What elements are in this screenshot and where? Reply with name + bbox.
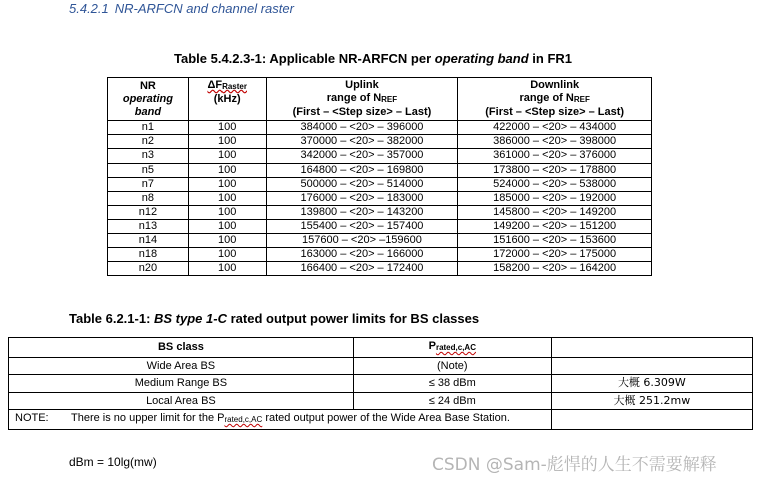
header-bs-class: BS class (9, 338, 354, 358)
cell-raster: 100 (188, 248, 266, 262)
cell-limit: ≤ 24 dBm (353, 392, 551, 410)
cell-uplink: 166400 – <20> – 172400 (266, 262, 458, 276)
header-uplink (266, 78, 458, 121)
bs-power-table (8, 337, 753, 430)
table2-caption-pre: Table 6.2.1-1: (69, 311, 155, 326)
section-heading (69, 1, 294, 16)
table-row (108, 121, 652, 135)
cell-uplink: 384000 – <20> – 396000 (266, 121, 458, 135)
note-label: NOTE: (15, 412, 49, 424)
cell-raster: 100 (188, 262, 266, 276)
cell-uplink: 500000 – <20> – 514000 (266, 177, 458, 191)
header-extra (551, 338, 752, 358)
header-operating: operating (122, 92, 173, 105)
cell-raster: 100 (188, 163, 266, 177)
cell-band: n20 (108, 262, 189, 276)
cell-uplink: 139800 – <20> – 143200 (266, 205, 458, 219)
cell-band: n7 (108, 177, 189, 191)
cell-band: n5 (108, 163, 189, 177)
table-row (108, 149, 652, 163)
cell-raster: 100 (188, 205, 266, 219)
table-row (9, 392, 753, 410)
cell-uplink: 176000 – <20> – 183000 (266, 191, 458, 205)
table-row (108, 234, 652, 248)
cell-annotation: 大概 251.2mw (551, 392, 752, 410)
header-downlink-ref-sub: REF (573, 95, 590, 105)
cell-uplink: 155400 – <20> – 157400 (266, 219, 458, 233)
cell-downlink: 185000 – <20> – 192000 (458, 191, 652, 205)
cell-band: n2 (108, 135, 189, 149)
cell-band: n1 (108, 121, 189, 135)
header-band: band (134, 105, 162, 118)
cell-bs-class: Medium Range BS (9, 375, 354, 393)
cell-downlink: 173800 – <20> – 178800 (458, 163, 652, 177)
cell-uplink: 370000 – <20> – 382000 (266, 135, 458, 149)
table2-caption (69, 311, 479, 326)
note-empty-cell (551, 410, 752, 430)
table-row (9, 357, 753, 375)
cell-raster: 100 (188, 177, 266, 191)
table1-caption-post: in FR1 (528, 51, 573, 66)
cell-downlink: 158200 – <20> – 164200 (458, 262, 652, 276)
cell-band: n14 (108, 234, 189, 248)
cell-raster: 100 (188, 191, 266, 205)
table-row (108, 191, 652, 205)
cell-uplink: 163000 – <20> – 166000 (266, 248, 458, 262)
table2-caption-italic: BS type 1-C (154, 311, 227, 326)
cell-downlink: 172000 – <20> – 175000 (458, 248, 652, 262)
cell-bs-class: Wide Area BS (9, 357, 354, 375)
cell-downlink: 422000 – <20> – 434000 (458, 121, 652, 135)
header-p: P (428, 340, 436, 352)
table-row (108, 262, 652, 276)
cell-limit: ≤ 38 dBm (353, 375, 551, 393)
cell-downlink: 145800 – <20> – 149200 (458, 205, 652, 219)
cell-band: n8 (108, 191, 189, 205)
table1-caption-pre: Table 5.4.2.3-1: Applicable NR-ARFCN per (174, 51, 435, 66)
header-delta-f: ΔF (207, 79, 223, 91)
header-uplink-label: Uplink (345, 79, 379, 91)
nr-arfcn-table (107, 77, 652, 276)
cell-band: n12 (108, 205, 189, 219)
cell-uplink: 157600 – <20> –159600 (266, 234, 458, 248)
header-raster (188, 78, 266, 121)
table2-header-row (9, 338, 753, 358)
csdn-watermark: CSDN @Sam-彪悍的人生不需要解释 (432, 455, 717, 475)
note-row (9, 410, 753, 430)
cell-downlink: 361000 – <20> – 376000 (458, 149, 652, 163)
header-rated-sub: rated,c,AC (435, 343, 476, 352)
table2-caption-post: rated output power limits for BS classes (226, 311, 480, 326)
header-downlink-range: range of N (519, 92, 574, 105)
header-raster-sub: Raster (222, 82, 247, 91)
header-khz: (kHz) (213, 93, 241, 106)
header-nr: NR (139, 79, 156, 92)
header-downlink (458, 78, 652, 121)
note-sub: rated,c,AC (224, 415, 263, 424)
cell-downlink: 151600 – <20> – 153600 (458, 234, 652, 248)
header-uplink-step: (First – <Step size> – Last) (292, 106, 432, 119)
table-row (108, 163, 652, 177)
cell-raster: 100 (188, 121, 266, 135)
cell-band: n13 (108, 219, 189, 233)
header-uplink-ref-sub: REF (381, 95, 398, 105)
header-uplink-range: range of N (326, 92, 382, 105)
header-downlink-step: (First – <Step size> – Last) (485, 106, 625, 119)
header-downlink-label: Downlink (530, 79, 580, 91)
table-row (108, 135, 652, 149)
table1-header-row (108, 78, 652, 121)
cell-bs-class: Local Area BS (9, 392, 354, 410)
table-row (108, 205, 652, 219)
cell-limit: (Note) (353, 357, 551, 375)
cell-raster: 100 (188, 149, 266, 163)
section-number: 5.4.2.1 (69, 1, 109, 16)
cell-uplink: 164800 – <20> – 169800 (266, 163, 458, 177)
table-row (9, 375, 753, 393)
table-row (108, 248, 652, 262)
cell-downlink: 386000 – <20> – 398000 (458, 135, 652, 149)
cell-downlink: 149200 – <20> – 151200 (458, 219, 652, 233)
table1-caption-italic: operating band (434, 51, 529, 66)
cell-band: n3 (108, 149, 189, 163)
note-text-post: rated output power of the Wide Area Base Station. (262, 412, 510, 424)
cell-raster: 100 (188, 219, 266, 233)
header-prated (353, 338, 551, 358)
note-text-pre: There is no upper limit for the P (71, 412, 225, 424)
cell-raster: 100 (188, 234, 266, 248)
cell-downlink: 524000 – <20> – 538000 (458, 177, 652, 191)
cell-annotation (551, 357, 752, 375)
header-operating-band (108, 78, 189, 121)
cell-annotation: 大概 6.309W (551, 375, 752, 393)
note-cell (9, 410, 552, 430)
dbm-formula: dBm = 10lg(mw) (69, 455, 157, 469)
table-row (108, 177, 652, 191)
cell-band: n18 (108, 248, 189, 262)
table-row (108, 219, 652, 233)
table1-caption (174, 51, 572, 66)
section-title: NR-ARFCN and channel raster (114, 1, 294, 16)
cell-raster: 100 (188, 135, 266, 149)
cell-uplink: 342000 – <20> – 357000 (266, 149, 458, 163)
